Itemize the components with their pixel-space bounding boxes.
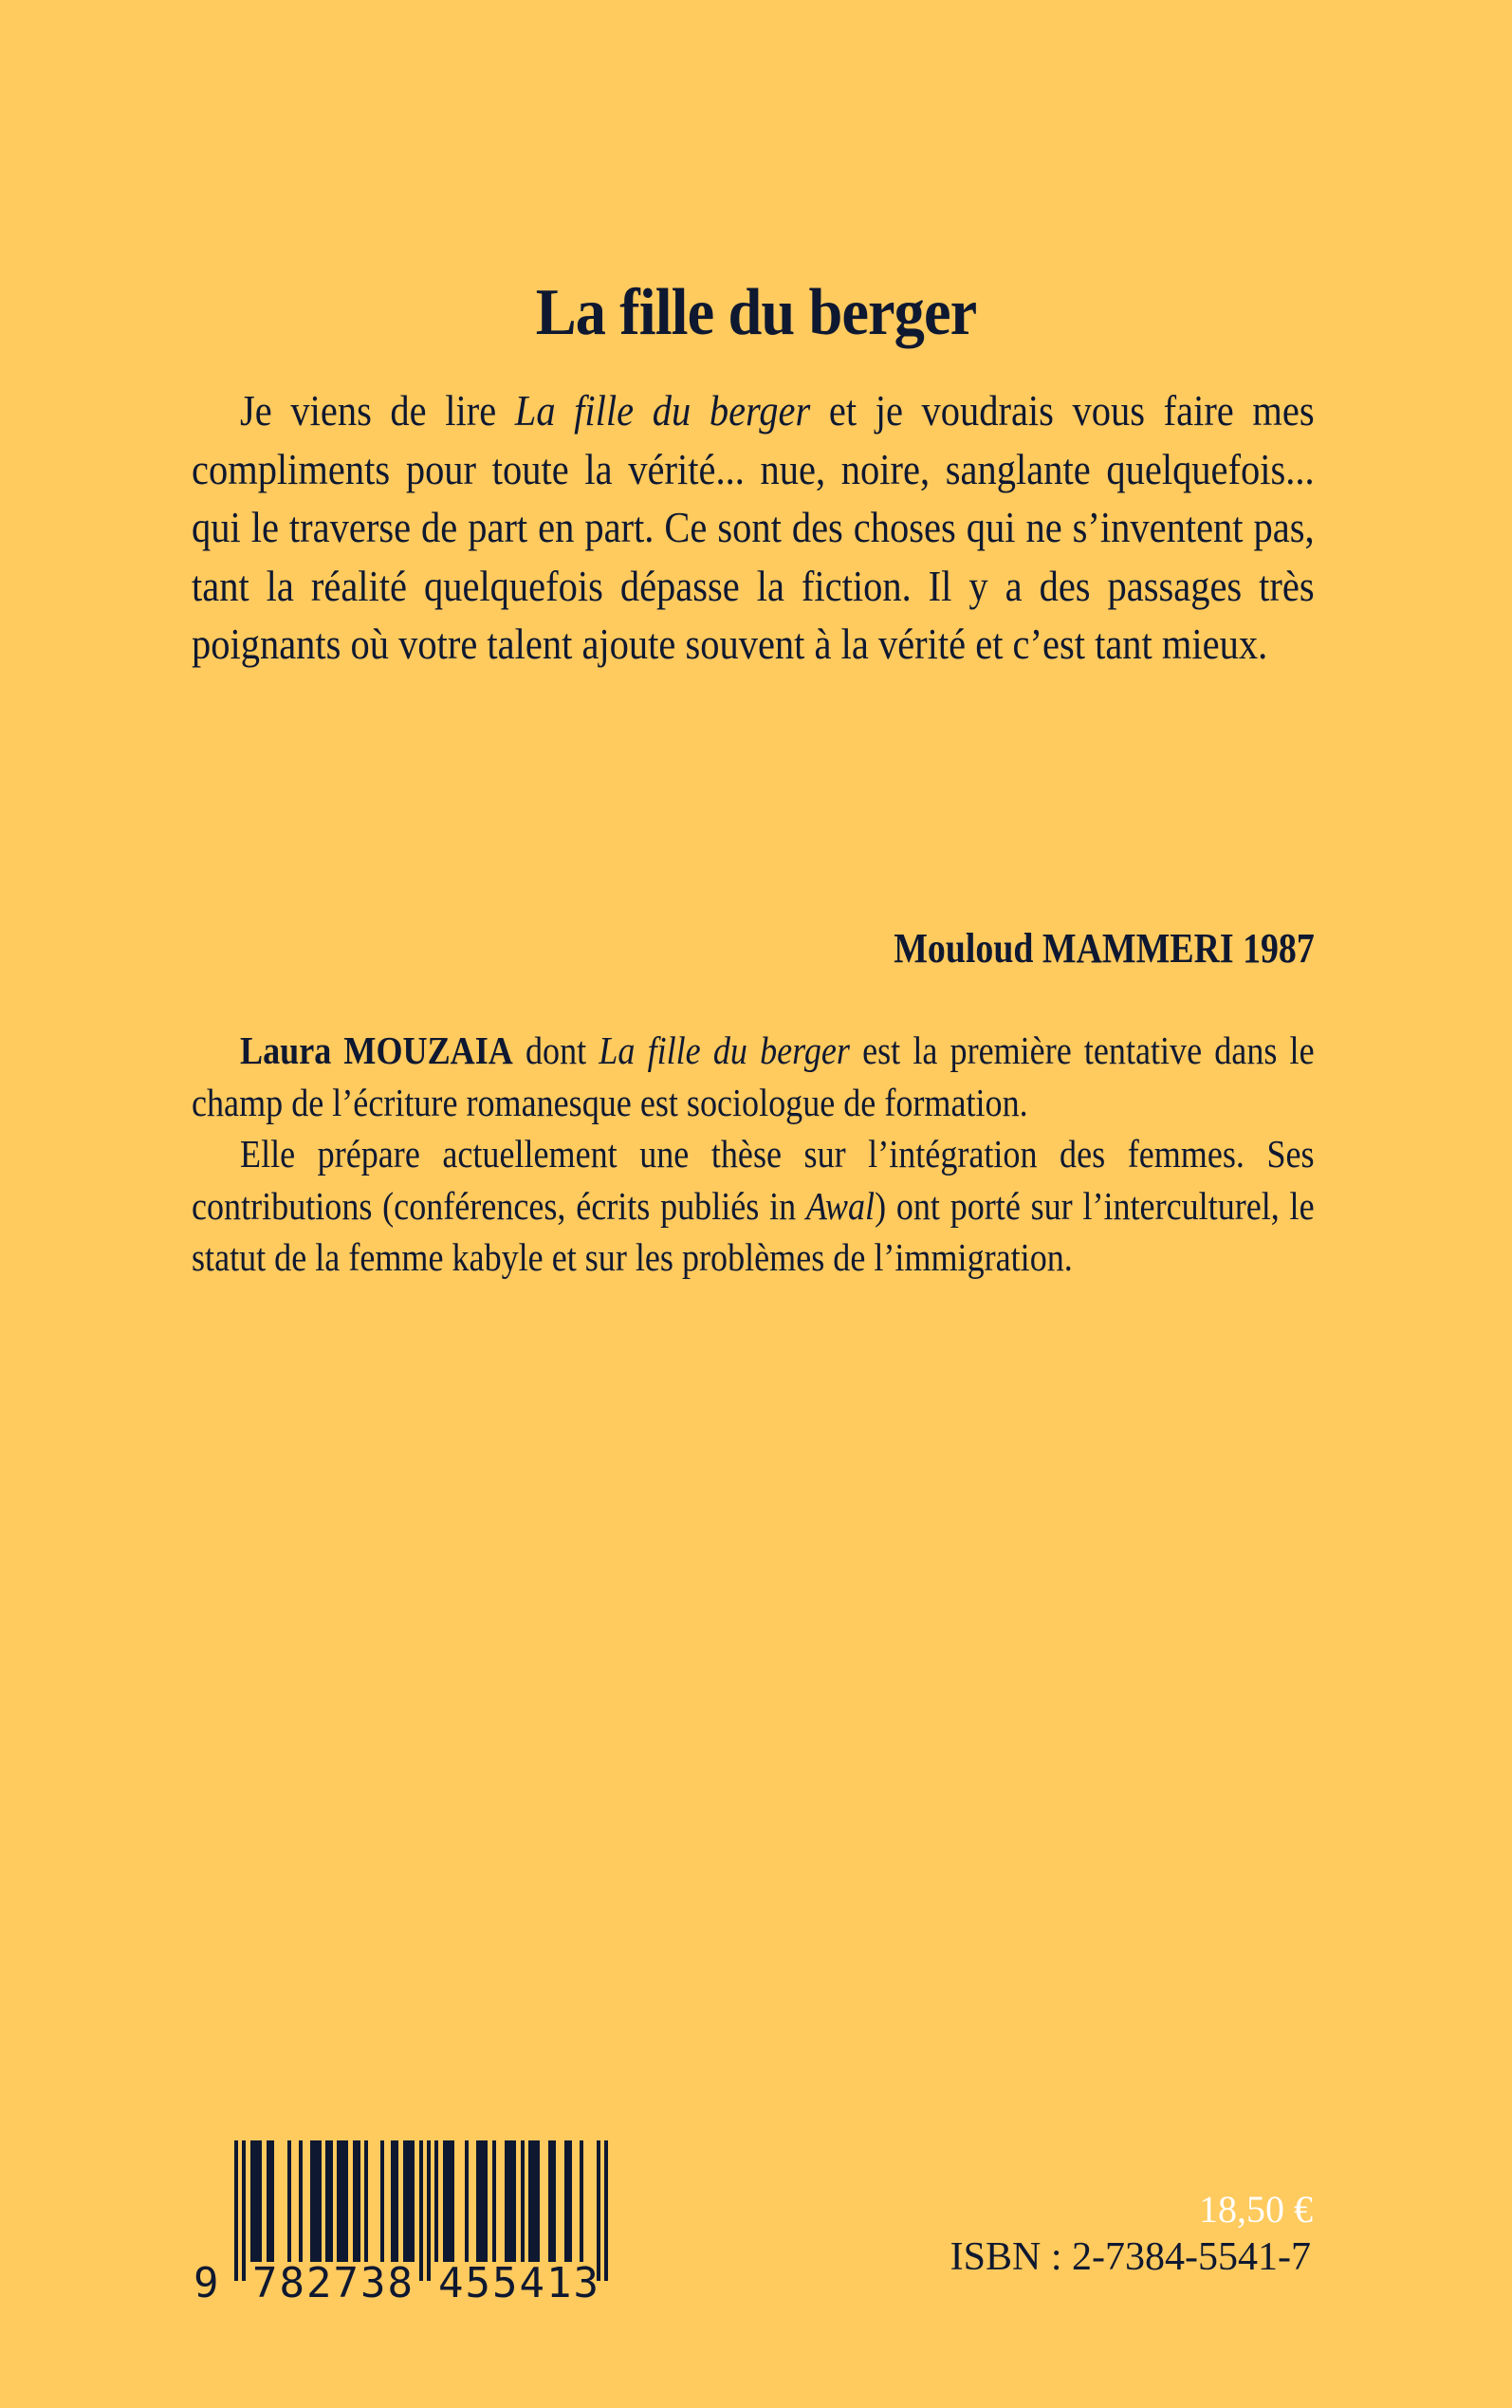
bio-paragraph-2 — [192, 1128, 1315, 1284]
author-name: Laura MOUZAIA — [240, 1028, 513, 1072]
bio-text: Elle prépare actuellement une thèse sur l’intégration des femmes. Ses contributions (conférences, écrits publiés in — [192, 1132, 1315, 1228]
barcode-right-group: 455413 — [438, 2259, 600, 2307]
quote-signature: Mouloud MAMMERI 1987 — [894, 925, 1315, 972]
author-bio — [192, 1025, 1315, 1284]
bio-text: dont — [512, 1028, 599, 1072]
quote-paragraph — [192, 381, 1315, 674]
barcode-first-digit: 9 — [194, 2259, 219, 2307]
isbn-label: ISBN : 2-7384-5541-7 — [950, 2235, 1311, 2279]
quote-text-start: Je viens de lire — [240, 386, 515, 435]
bio-text: est la première tentative dans le champ de l’écriture romanesque est sociologue de formation. — [192, 1028, 1315, 1124]
bio-book-title: La fille du berger — [599, 1028, 850, 1072]
quote-book-title: La fille du berger — [514, 386, 811, 435]
bio-text: ) ont porté sur l’interculturel, le statut de la femme kabyle et sur les problèmes de l’immigration. — [192, 1183, 1315, 1280]
book-title: La fille du berger — [535, 275, 977, 349]
price-label: 18,50 € — [1199, 2188, 1313, 2231]
barcode-left-group: 782738 — [252, 2259, 415, 2307]
ean13-barcode-icon — [190, 2135, 626, 2315]
bio-paragraph-1 — [192, 1025, 1315, 1128]
journal-name: Awal — [805, 1183, 876, 1228]
quote-text-end: et je voudrais vous faire mes compliments pour toute la vérité... nue, noire, sanglante quelquefois... qui le traverse de part en part. Ce sont des choses qui ne s’inventent pas, tant la réalité quelquefois dépasse la fiction. Il y a des passages très poignants où votre talent ajoute souvent à la vérité et c’est tant mieux. — [192, 386, 1315, 669]
